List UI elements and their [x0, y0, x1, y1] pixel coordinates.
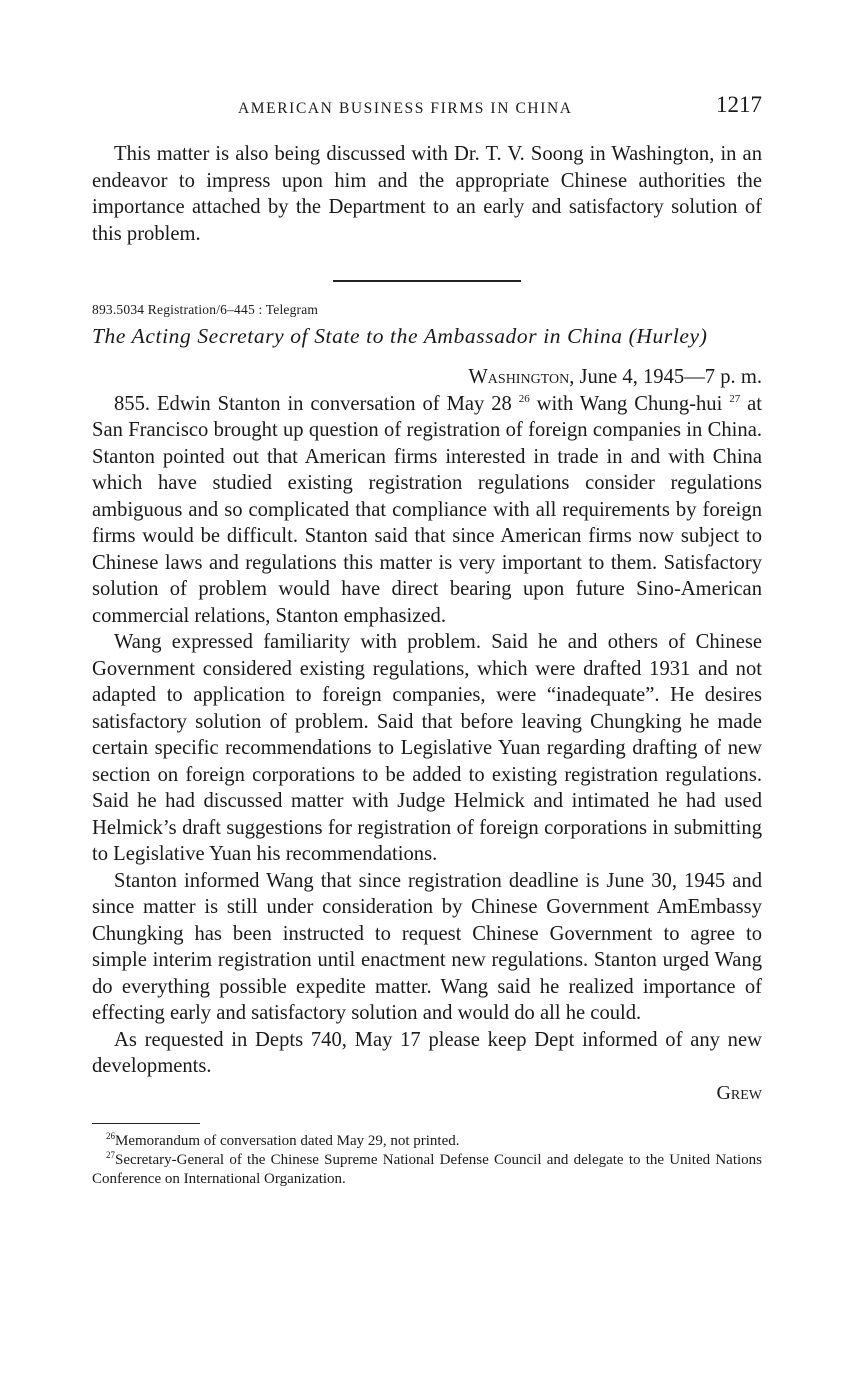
paragraph-1-text-a: 855. Edwin Stanton in conversation of May 28: [114, 392, 519, 415]
paragraph-1-text-c: at San Francisco brought up question of registration of foreign companies in China. Stanton pointed out that American firms interested in trade in and with China which have studied existing registration regulations consider regulations ambiguous and so complicated that compliance with all requirements by foreign firms would be difficult. Stanton said that since American firms now subject to Chinese laws and regulations this matter is very important to them. Satisfactory solution of problem would have direct bearing upon future Sino-American commercial relations, Stanton emphasized.: [92, 392, 763, 627]
footnote-text: Memorandum of conversation dated May 29, not printed.: [115, 1132, 460, 1149]
paragraph-1-text-b: with Wang Chung-hui: [529, 392, 730, 415]
file-reference: 893.5034 Registration/6–445 : Telegram: [92, 302, 319, 317]
dateline: [92, 364, 762, 391]
footnotes: [92, 1132, 762, 1189]
telegram-paragraph-3: Stanton informed Wang that since registration deadline is June 30, 1945 and since matter is still under consideration by Chinese Government AmEmbassy Chungking has been instructed to request Chinese Government to agree to simple interim registration until enactment new regulations. Stanton urged Wang do everything possible expedite matter. Wang said he realized importance of effecting early and satisfactory solution and would do all he could.: [92, 869, 762, 1024]
document-title-main: The Acting Secretary of State to the Ambassador in China (: [92, 324, 637, 348]
document-page: [92, 90, 762, 1189]
page-number: 1217: [716, 92, 762, 117]
footnote-divider: [92, 1123, 200, 1124]
footnote-ref-26: 26: [518, 392, 530, 405]
dateline-place: Washington: [468, 366, 570, 388]
section-divider: [333, 280, 521, 282]
document-title-close: ): [699, 324, 708, 348]
footnote-27: [92, 1151, 762, 1189]
footnote-text: Secretary-General of the Chinese Supreme National Defense Council and delegate to the United Nations Conference on International Organization.: [92, 1151, 762, 1187]
telegram-paragraph-4: As requested in Depts 740, May 17 please keep Dept informed of any new developments.: [92, 1028, 762, 1077]
document-title: [92, 324, 762, 349]
document-title-name: Hurley: [636, 324, 700, 348]
telegram-paragraph-1: [92, 391, 762, 630]
running-title: AMERICAN BUSINESS FIRMS IN CHINA: [238, 100, 573, 117]
footnote-mark: 26: [106, 1130, 115, 1141]
running-header: [92, 90, 762, 126]
telegram-paragraph-2: Wang expressed familiarity with problem. Said he and others of Chinese Government considered existing regulations, which were drafted 1931 and not adapted to application to foreign companies, were “inadequate”. He desires satisfactory solution of problem. Said that before leaving Chungking he made certain specific recommendations to Legislative Yuan regarding drafting of new section on foreign corporations to be added to existing registration regulations. Said he had discussed matter with Judge Helmick and intimated he had used Helmick’s draft suggestions for registration of foreign corporations in submitting to Legislative Yuan his recommendations.: [92, 631, 762, 865]
footnote-ref-27: 27: [729, 392, 741, 405]
dateline-date: , June 4, 1945—7 p. m.: [569, 366, 762, 388]
footnote-mark: 27: [106, 1149, 115, 1160]
intro-paragraph: This matter is also being discussed with Dr. T. V. Soong in Washington, in an endeavor to impress upon him and the appropriate Chinese authorities the importance attached by the Department to an early and satisfactory solution of this problem.: [92, 143, 762, 245]
signature: Grew: [716, 1081, 762, 1104]
footnote-26: [92, 1132, 762, 1151]
